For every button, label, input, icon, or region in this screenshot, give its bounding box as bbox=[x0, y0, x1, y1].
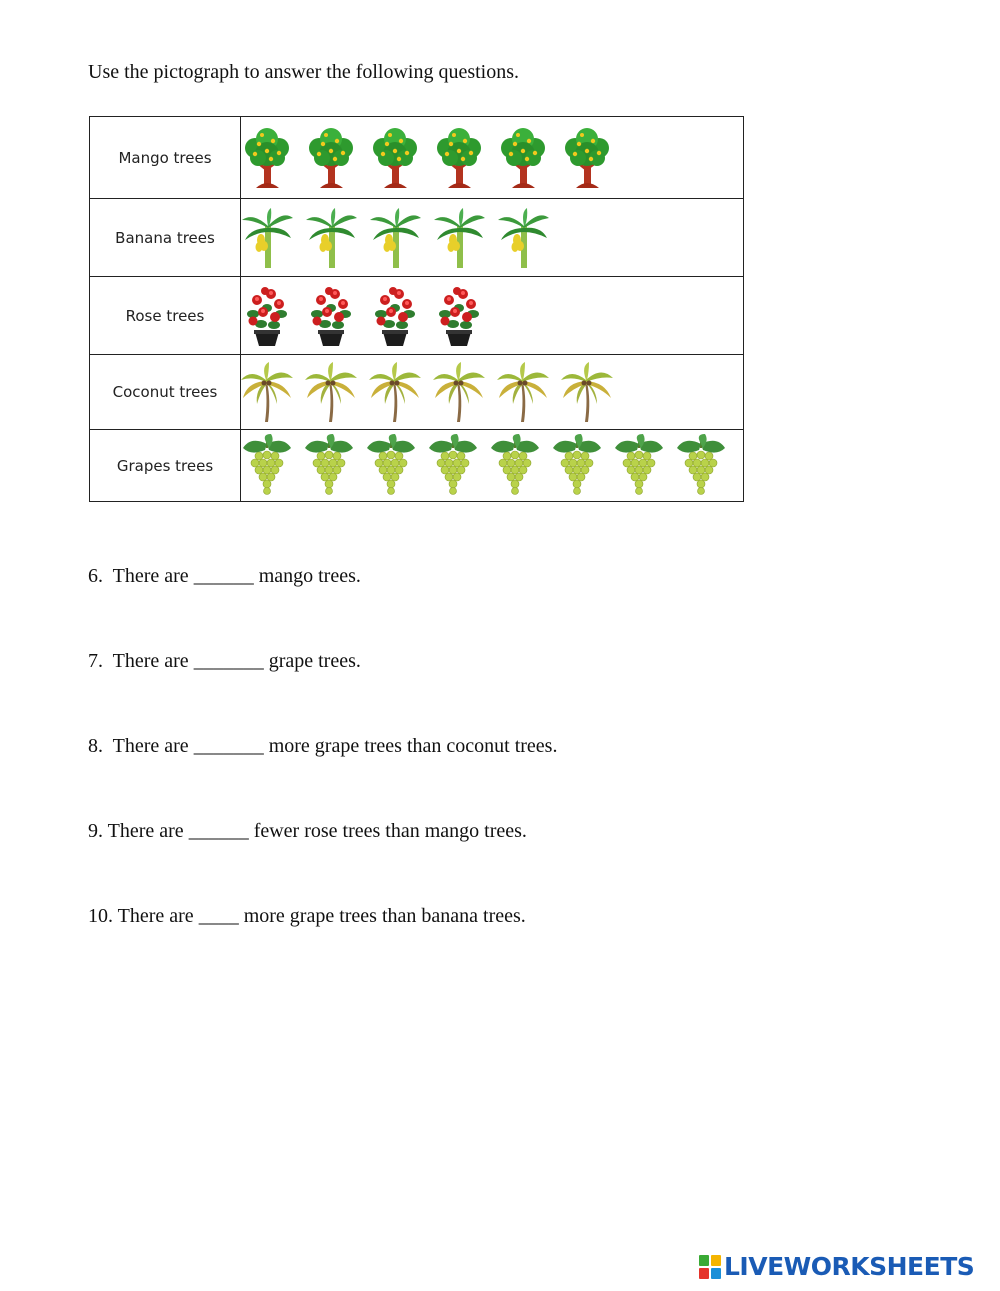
pictograph-row-rose bbox=[90, 277, 744, 355]
grape-vine-icon bbox=[365, 434, 417, 498]
grape-vine-icon bbox=[613, 434, 665, 498]
grape-vine-icon bbox=[489, 434, 541, 498]
row-icons-mango bbox=[241, 117, 744, 199]
answer-blank-9[interactable]: ______ bbox=[188, 820, 249, 842]
rose-plant-icon bbox=[305, 284, 357, 348]
row-label-grapes: Grapes trees bbox=[90, 430, 241, 502]
mango-tree-icon bbox=[305, 126, 357, 190]
instructions-text: Use the pictograph to answer the following questions. bbox=[88, 61, 520, 83]
answer-blank-10[interactable]: ____ bbox=[198, 905, 239, 927]
logo-tiles-icon bbox=[698, 1253, 722, 1281]
coconut-tree-icon bbox=[305, 360, 357, 424]
pictograph-row-grapes bbox=[90, 430, 744, 502]
row-icons-grapes bbox=[241, 430, 744, 502]
grape-vine-icon bbox=[675, 434, 727, 498]
grape-vine-icon bbox=[551, 434, 603, 498]
question-6: 6. There are ______ mango trees. bbox=[88, 565, 361, 587]
answer-blank-6[interactable]: ______ bbox=[193, 565, 254, 587]
coconut-tree-icon bbox=[433, 360, 485, 424]
coconut-tree-icon bbox=[561, 360, 613, 424]
pictograph-row-coconut bbox=[90, 355, 744, 430]
row-icons-rose bbox=[241, 277, 744, 355]
pictograph-row-banana bbox=[90, 199, 744, 277]
liveworksheets-logo bbox=[698, 1252, 974, 1281]
mango-tree-icon bbox=[241, 126, 293, 190]
grape-vine-icon bbox=[303, 434, 355, 498]
row-label-mango: Mango trees bbox=[90, 117, 241, 199]
coconut-tree-icon bbox=[369, 360, 421, 424]
question-7: 7. There are _______ grape trees. bbox=[88, 650, 361, 672]
question-8: 8. There are _______ more grape trees than coconut trees. bbox=[88, 735, 558, 757]
question-10: 10. There are ____ more grape trees than banana trees. bbox=[88, 905, 526, 927]
banana-tree-icon bbox=[369, 206, 421, 270]
banana-tree-icon bbox=[241, 206, 293, 270]
logo-text: LIVEWORKSHEETS bbox=[724, 1252, 975, 1281]
rose-plant-icon bbox=[369, 284, 421, 348]
coconut-tree-icon bbox=[497, 360, 549, 424]
row-label-coconut: Coconut trees bbox=[90, 355, 241, 430]
banana-tree-icon bbox=[305, 206, 357, 270]
rose-plant-icon bbox=[433, 284, 485, 348]
banana-tree-icon bbox=[497, 206, 549, 270]
mango-tree-icon bbox=[433, 126, 485, 190]
grape-vine-icon bbox=[241, 434, 293, 498]
pictograph-row-mango bbox=[90, 117, 744, 199]
mango-tree-icon bbox=[497, 126, 549, 190]
answer-blank-8[interactable]: _______ bbox=[193, 735, 264, 757]
coconut-tree-icon bbox=[241, 360, 293, 424]
grape-vine-icon bbox=[427, 434, 479, 498]
pictograph-table bbox=[89, 116, 744, 502]
row-label-rose: Rose trees bbox=[90, 277, 241, 355]
question-list bbox=[88, 562, 557, 987]
mango-tree-icon bbox=[561, 126, 613, 190]
row-icons-banana bbox=[241, 199, 744, 277]
rose-plant-icon bbox=[241, 284, 293, 348]
question-9: 9. There are ______ fewer rose trees than mango trees. bbox=[88, 820, 527, 842]
row-icons-coconut bbox=[241, 355, 744, 430]
banana-tree-icon bbox=[433, 206, 485, 270]
mango-tree-icon bbox=[369, 126, 421, 190]
row-label-banana: Banana trees bbox=[90, 199, 241, 277]
answer-blank-7[interactable]: _______ bbox=[193, 650, 264, 672]
